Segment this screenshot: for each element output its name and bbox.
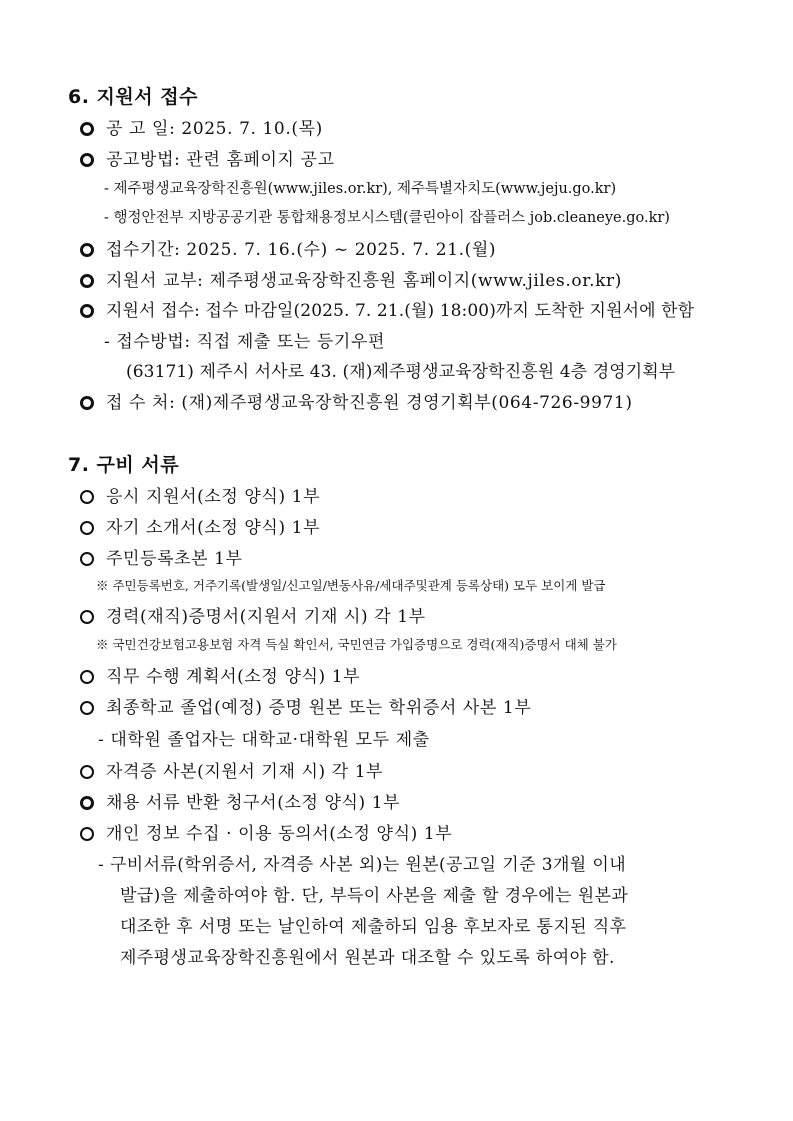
- circle-bullet-icon: [80, 670, 94, 684]
- required-doc-job-plan: 직무 수행 계획서(소정 양식) 1부: [106, 667, 361, 687]
- list-item: [80, 662, 360, 687]
- announce-site-1: - 제주평생교육장학진흥원(www.jiles.or.kr), 제주특별자치도(www.jeju.go.kr): [104, 181, 617, 197]
- documents-note-line-1: - 구비서류(학위증서, 자격증 사본 외)는 원본(공고일 기준 3개월 이내: [98, 855, 627, 875]
- required-doc-career: 경력(재직)증명서(지원서 기재 시) 각 1부: [106, 607, 426, 627]
- announce-date: 공 고 일: 2025. 7. 10.(목): [106, 119, 323, 139]
- announce-method: 공고방법: 관련 홈페이지 공고: [106, 150, 335, 170]
- section-6-heading: 6. 지원서 접수: [68, 86, 198, 108]
- mailing-address: (63171) 제주시 서사로 43. (재)제주평생교육장학진흥원 4층 경영기획부: [126, 362, 676, 382]
- circle-bullet-icon: [80, 122, 94, 136]
- list-item: [80, 544, 243, 569]
- form-distribution: 지원서 교부: 제주평생교육장학진흥원 홈페이지(www.jiles.or.kr): [106, 271, 622, 291]
- list-item: [80, 757, 383, 782]
- circle-bullet-icon: [80, 827, 94, 841]
- list-item: [80, 693, 531, 718]
- circle-bullet-icon: [80, 521, 94, 535]
- submission-office: 접 수 처: (재)제주평생교육장학진흥원 경영기획부(064-726-9971): [106, 393, 633, 413]
- announce-site-2: - 행정안전부 지방공공기관 통합채용정보시스템(클린아이 잡플러스 job.cleaneye.go.kr): [104, 210, 670, 226]
- required-doc-privacy-consent: 개인 정보 수집 · 이용 동의서(소정 양식) 1부: [106, 824, 453, 844]
- required-doc-application: 응시 지원서(소정 양식) 1부: [106, 487, 321, 507]
- required-doc-certificate: 자격증 사본(지원서 기재 시) 각 1부: [106, 762, 384, 782]
- list-item: [80, 296, 694, 321]
- circle-bullet-icon: [80, 396, 94, 410]
- list-item: [80, 235, 496, 260]
- career-note: ※ 국민건강보험고용보험 자격 득실 확인서, 국민연금 가입증명으로 경력(재직)증명서 대체 불가: [96, 637, 617, 652]
- list-item: [80, 266, 622, 291]
- application-deadline: 지원서 접수: 접수 마감일(2025. 7. 21.(월) 18:00)까지 도착한 지원서에 한함: [106, 301, 695, 321]
- list-item: [80, 145, 335, 170]
- list-item: [80, 114, 323, 139]
- circle-bullet-icon: [80, 610, 94, 624]
- documents-note-line-2: 발급)을 제출하여야 함. 단, 부득이 사본을 제출 할 경우에는 원본과: [120, 886, 629, 906]
- list-item: [80, 388, 633, 413]
- circle-bullet-icon: [80, 552, 94, 566]
- documents-note-line-3: 대조한 후 서명 또는 날인하여 제출하되 임용 후보자로 통지된 직후: [120, 917, 627, 937]
- list-item: [80, 602, 426, 627]
- graduate-note: - 대학원 졸업자는 대학교·대학원 모두 제출: [98, 730, 430, 750]
- list-item: [80, 788, 400, 813]
- submission-method: - 접수방법: 직접 제출 또는 등기우편: [104, 332, 385, 352]
- required-doc-self-intro: 자기 소개서(소정 양식) 1부: [106, 518, 321, 538]
- required-doc-resident-record: 주민등록초본 1부: [106, 549, 243, 569]
- list-item: [80, 513, 320, 538]
- circle-bullet-icon: [80, 274, 94, 288]
- list-item: [80, 482, 320, 507]
- circle-bullet-icon: [80, 153, 94, 167]
- circle-bullet-icon: [80, 304, 94, 318]
- required-doc-graduation: 최종학교 졸업(예정) 증명 원본 또는 학위증서 사본 1부: [106, 698, 532, 718]
- circle-bullet-icon: [80, 243, 94, 257]
- list-item: [80, 819, 452, 844]
- required-doc-return-request: 채용 서류 반환 청구서(소정 양식) 1부: [106, 793, 401, 813]
- circle-bullet-icon: [80, 765, 94, 779]
- application-period: 접수기간: 2025. 7. 16.(수) ~ 2025. 7. 21.(월): [106, 240, 497, 260]
- circle-bullet-icon: [80, 490, 94, 504]
- circle-bullet-icon: [80, 701, 94, 715]
- documents-note-line-4: 제주평생교육장학진흥원에서 원본과 대조할 수 있도록 하여야 함.: [120, 948, 615, 968]
- circle-bullet-icon: [80, 796, 94, 810]
- resident-record-note: ※ 주민등록번호, 거주기록(발생일/신고일/변동사유/세대주및관계 등록상태) 모두 보이게 발급: [96, 578, 606, 593]
- section-7-heading: 7. 구비 서류: [68, 454, 180, 476]
